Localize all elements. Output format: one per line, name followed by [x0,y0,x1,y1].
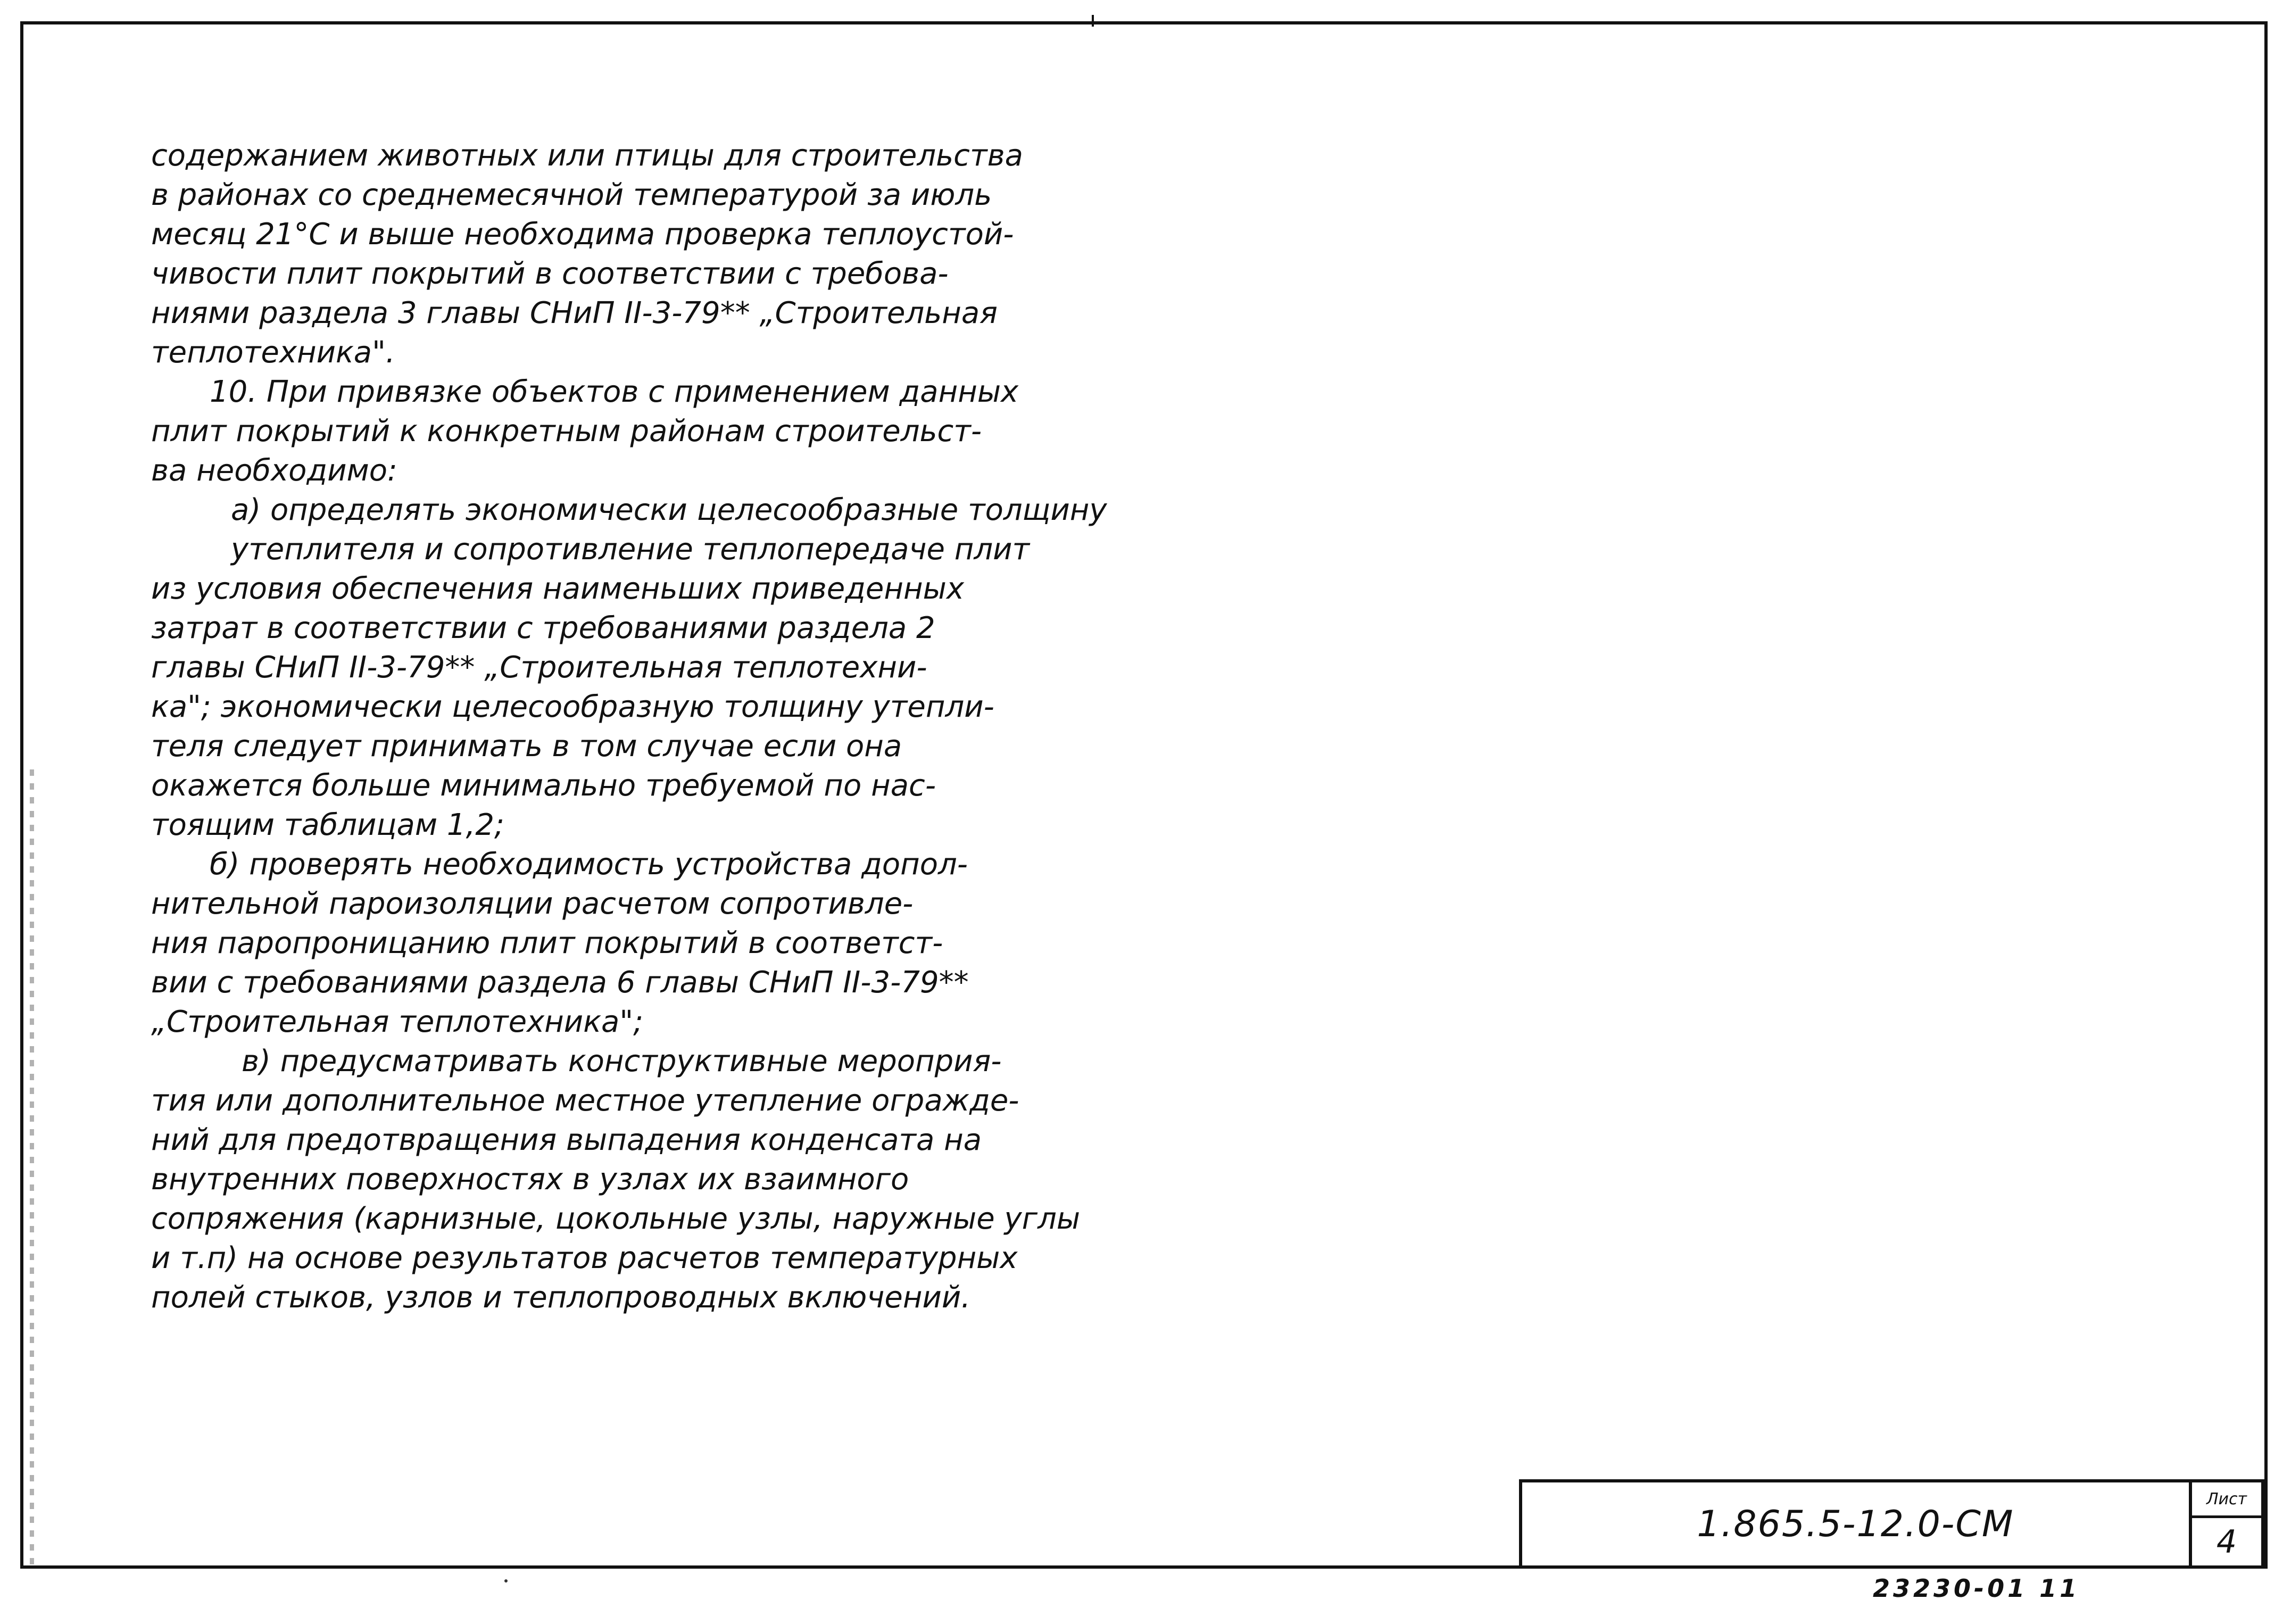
text-line: содержанием животных или птицы для строительства [151,138,1023,173]
text-line: теля следует принимать в том случае если она [151,729,902,764]
text-line: ний для предотвращения выпадения конденсата на [151,1123,982,1157]
sheet-number: 4 [2216,1523,2237,1561]
handwritten-body-text [151,136,1162,1318]
text-line: и т.п) на основе результатов расчетов температурных [151,1241,1018,1275]
text-line: ния паропроницанию плит покрытий в соответст- [151,926,943,960]
text-line: утеплителя и сопротивление теплопередаче плит [231,532,1030,567]
text-line: полей стыков, узлов и теплопроводных включений. [151,1280,971,1315]
text-line: ва необходимо: [151,453,397,488]
text-line: сопряжения (карнизные, цокольные узлы, наружные углы [151,1202,1081,1236]
item-b-start: б) проверять необходимость устройства допол- [210,847,968,882]
drawing-sheet-frame [20,21,2268,1569]
inventory-number: 23230-01 11 [1873,1574,2080,1603]
text-line: плит покрытий к конкретным районам строительст- [151,414,982,449]
text-line: вии с требованиями раздела 6 главы СНиП II-3-79** [151,965,969,1000]
sheet-label: Лист [2192,1482,2261,1518]
text-line: нительной пароизоляции расчетом сопротивле- [151,886,914,921]
item-a-start: а) определять экономически целесообразные толщину [231,493,1107,527]
text-line: ниями раздела 3 главы СНиП II-3-79** „Строительная [151,296,998,330]
sheet-cell [2189,1482,2261,1565]
text-line: внутренних поверхностях в узлах их взаимного [151,1162,909,1197]
text-line: затрат в соответствии с требованиями раздела 2 [151,611,935,645]
item-v-start: в) предусматривать конструктивные мероприя- [242,1044,1002,1079]
text-line: „Строительная теплотехника"; [151,1005,643,1039]
center-mark-tick [1092,15,1094,27]
text-line: тоящим таблицам 1,2; [151,808,504,842]
text-line: главы СНиП II-3-79** „Строительная теплотехни- [151,650,927,685]
text-line: тия или дополнительное местное утепление огражде- [151,1083,1019,1118]
text-line: из условия обеспечения наименьших приведенных [151,571,964,606]
paragraph-10-start: 10. При привязке объектов с применением данных [210,375,1019,409]
text-line: чивости плит покрытий в соответствии с требова- [151,256,949,291]
title-block [1519,1479,2264,1569]
text-line: ка"; экономически целесообразную толщину утепли- [151,690,994,724]
text-line: месяц 21°С и выше необходима проверка теплоустой- [151,217,1014,252]
document-code: 1.865.5-12.0-СМ [1697,1503,2014,1545]
text-line: теплотехника". [151,335,395,370]
text-line: в районах со среднемесячной температурой за июль [151,178,992,212]
scan-speck [504,1579,508,1582]
binding-edge-marks [30,769,34,1568]
text-line: окажется больше минимально требуемой по нас- [151,768,936,803]
